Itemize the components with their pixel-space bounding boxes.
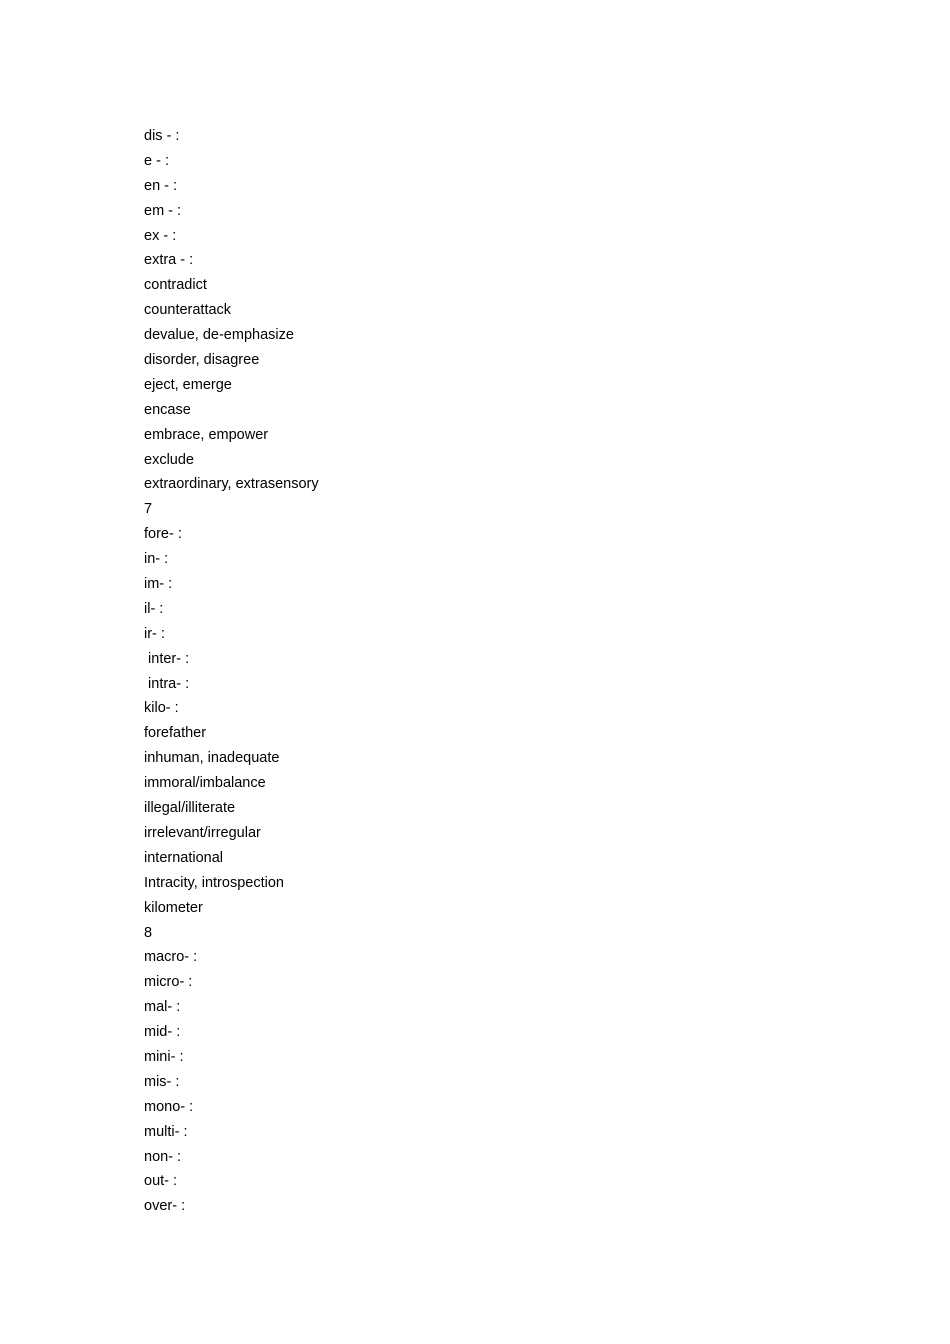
text-line: non- :: [144, 1148, 182, 1165]
text-line: mal- :: [144, 999, 181, 1016]
text-line: il- :: [144, 600, 164, 617]
text-line: ir- :: [144, 625, 165, 642]
text-line: counterattack: [144, 302, 232, 319]
text-line: em - :: [144, 202, 182, 219]
text-line: inhuman, inadequate: [144, 750, 280, 767]
page-number: 8: [144, 924, 153, 941]
text-line: im- :: [144, 576, 173, 593]
text-line: inter- :: [144, 650, 190, 667]
text-line: devalue, de-emphasize: [144, 327, 294, 344]
text-line: mini- :: [144, 1048, 184, 1065]
text-line: ex - :: [144, 227, 177, 244]
text-line: extraordinary, extrasensory: [144, 476, 319, 493]
text-line: Intracity, introspection: [144, 874, 284, 891]
text-line: over- :: [144, 1198, 186, 1215]
text-line: embrace, empower: [144, 426, 269, 443]
text-line: intra- :: [144, 675, 190, 692]
text-line: exclude: [144, 451, 194, 468]
text-line: fore- :: [144, 526, 182, 543]
text-line: contradict: [144, 277, 207, 294]
text-line: disorder, disagree: [144, 352, 260, 369]
text-line: mono- :: [144, 1098, 194, 1115]
text-line: mis- :: [144, 1073, 180, 1090]
text-line: international: [144, 849, 223, 866]
text-line: in- :: [144, 551, 169, 568]
text-line: macro- :: [144, 949, 198, 966]
text-line: encase: [144, 401, 191, 418]
text-line: forefather: [144, 725, 207, 742]
text-line: extra - :: [144, 252, 194, 269]
text-line: out- :: [144, 1173, 178, 1190]
text-line: micro- :: [144, 974, 193, 991]
text-line: mid- :: [144, 1024, 181, 1041]
text-line: kilometer: [144, 899, 203, 916]
text-line: dis - :: [144, 128, 180, 144]
text-lines: [144, 124, 319, 1219]
page-number: 7: [144, 501, 153, 518]
text-line: kilo- :: [144, 700, 179, 717]
text-line: immoral/imbalance: [144, 775, 266, 792]
text-line: eject, emerge: [144, 376, 232, 393]
text-line: en - :: [144, 177, 178, 194]
text-line: multi- :: [144, 1123, 188, 1140]
text-line: illegal/illiterate: [144, 800, 236, 817]
text-line: irrelevant/irregular: [144, 824, 261, 841]
text-line: e - :: [144, 152, 169, 169]
